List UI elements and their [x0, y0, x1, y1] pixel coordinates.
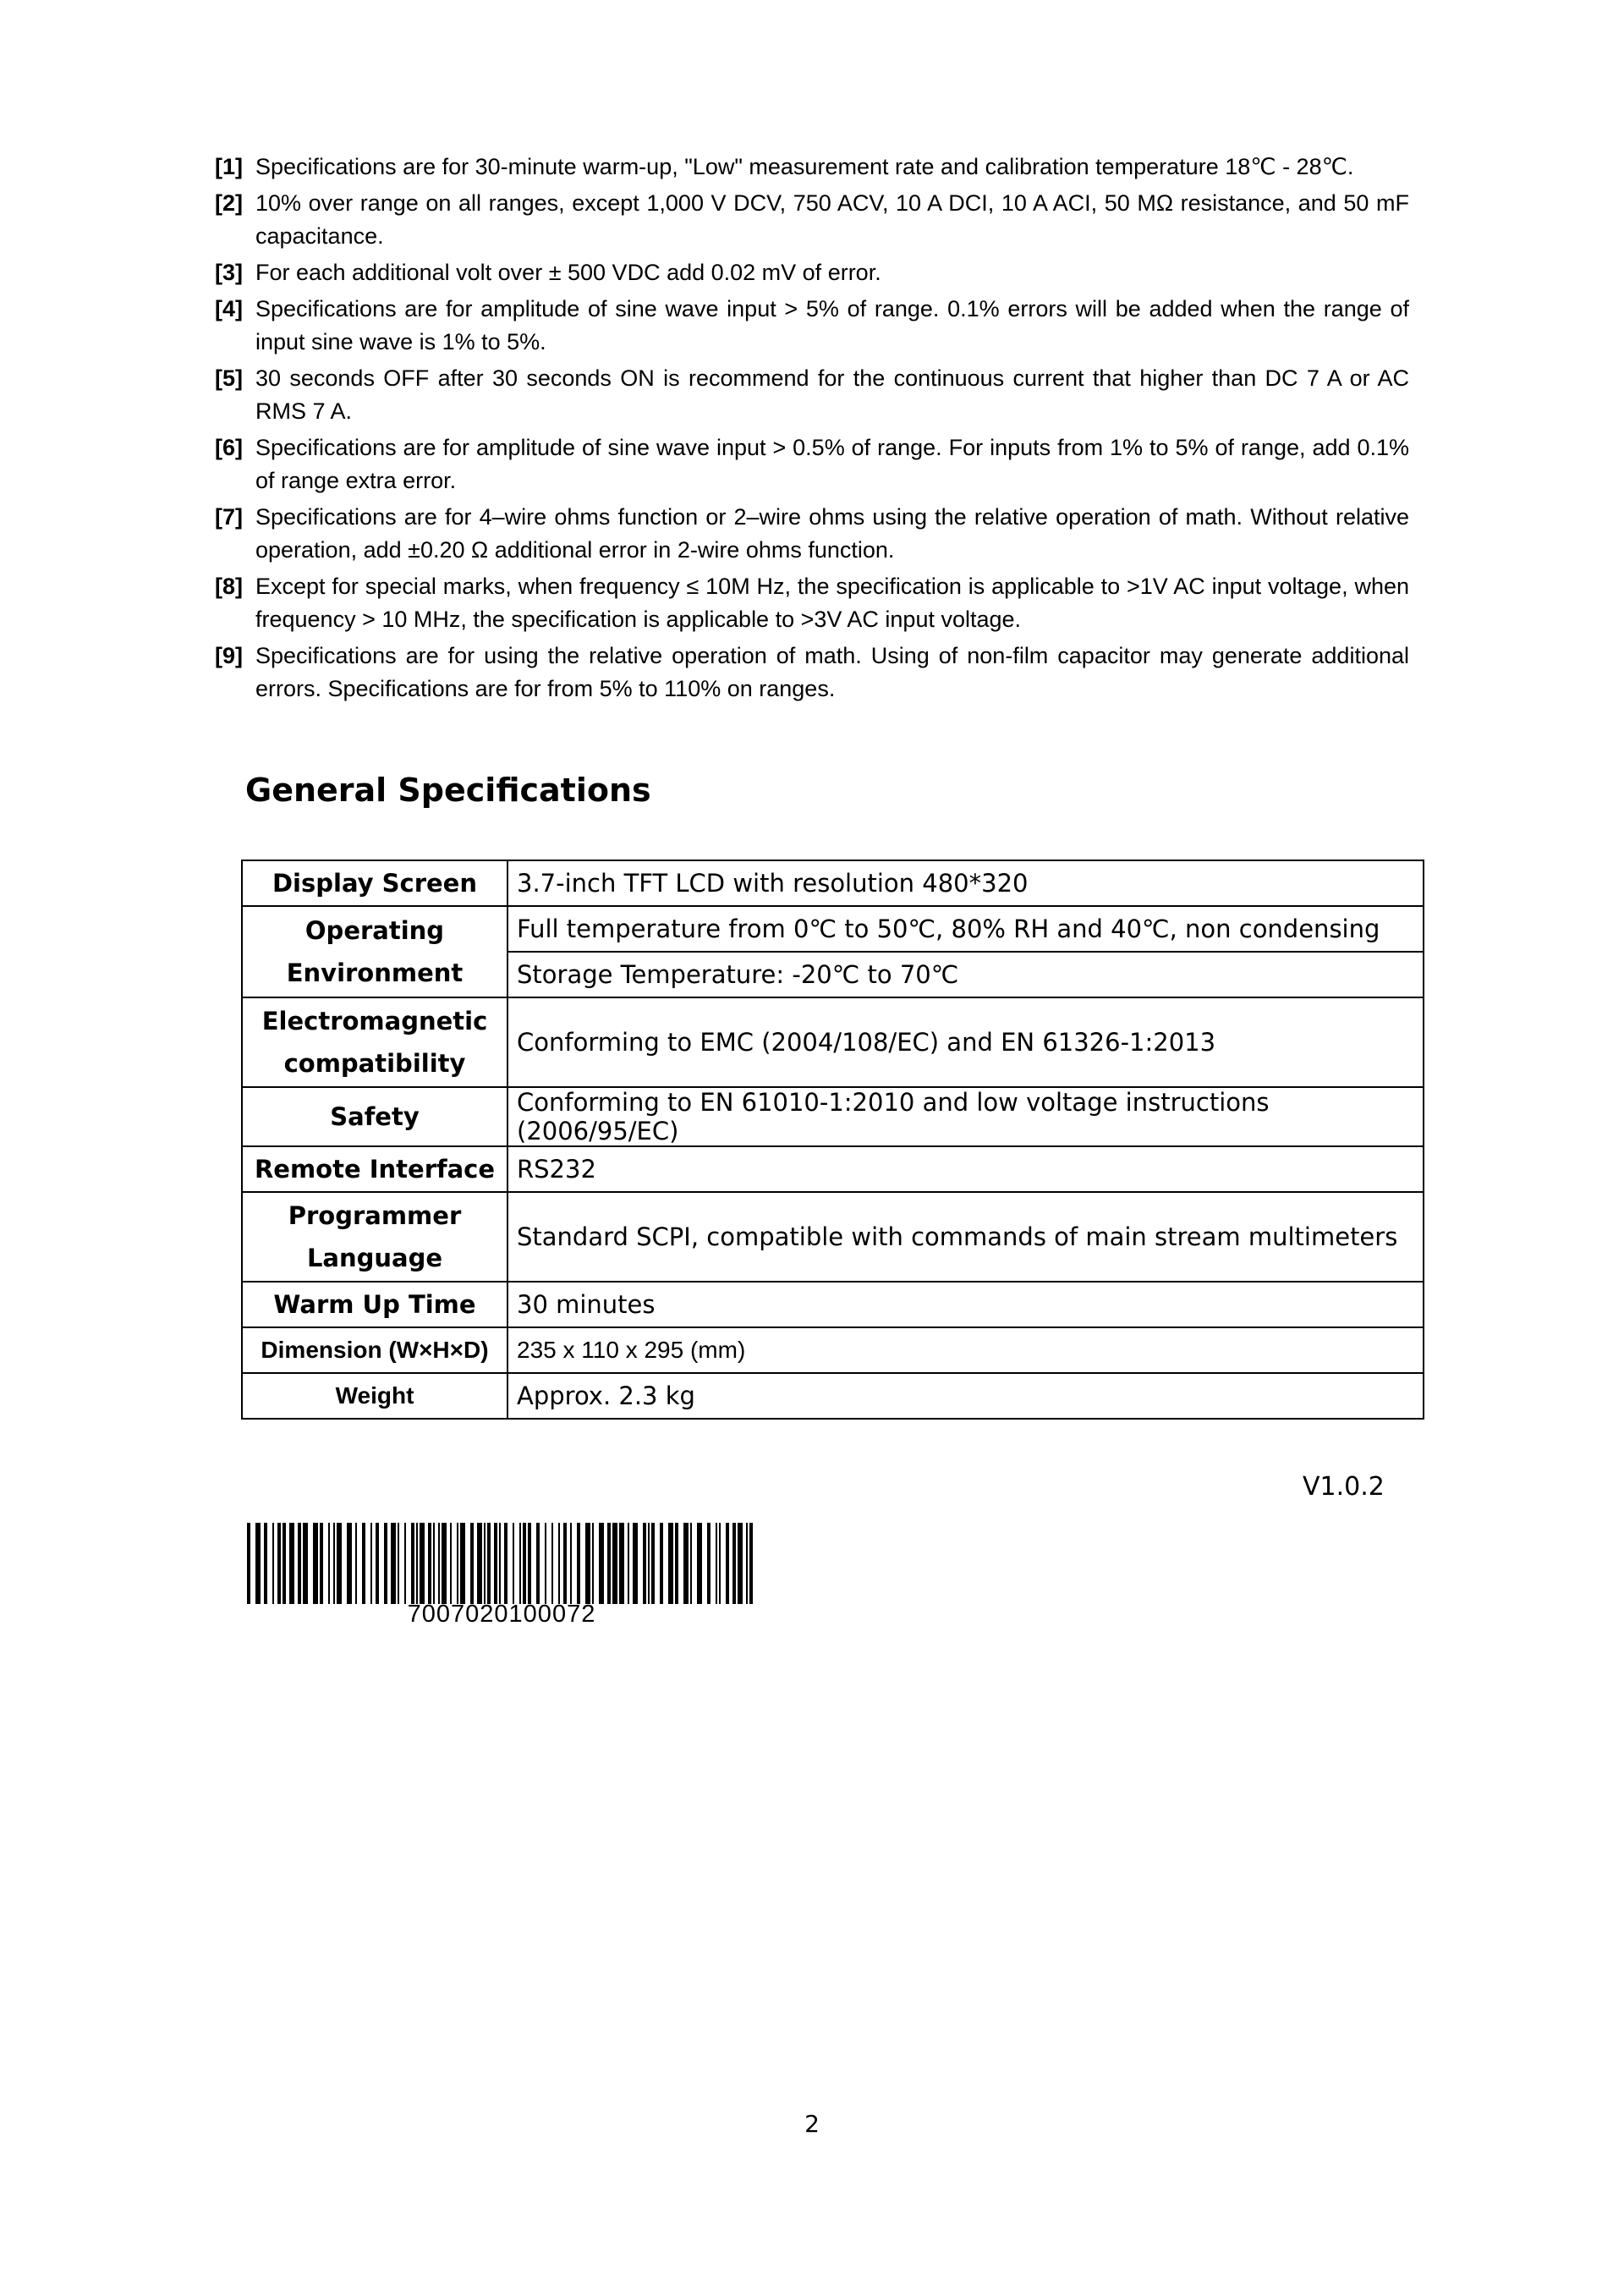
footnote-number: [4] — [215, 296, 243, 321]
footnote-4 — [215, 293, 1409, 359]
barcode-bar — [298, 1523, 301, 1604]
footnote-2 — [215, 187, 1409, 253]
barcode-bar — [683, 1523, 689, 1604]
barcode-bar — [347, 1523, 352, 1604]
barcode-bar — [577, 1523, 580, 1604]
table-row — [242, 906, 1424, 952]
barcode-bar — [519, 1523, 521, 1604]
barcode-bar — [370, 1523, 372, 1604]
spec-label: Dimension (W×H×D) — [242, 1327, 508, 1373]
barcode-bar — [333, 1523, 335, 1604]
barcode-bar — [411, 1523, 414, 1604]
barcode-bar — [707, 1523, 710, 1604]
spec-value: Conforming to EN 61010-1:2010 and low voltage instructions (2006/95/EC) — [508, 1087, 1424, 1146]
barcode-bar — [528, 1523, 531, 1604]
footnote-number: [8] — [215, 574, 243, 599]
barcode-bar — [726, 1523, 729, 1604]
barcode — [247, 1523, 756, 1604]
footnote-text: 10% over range on all ranges, except 1,000 V DCV, 750 ACV, 10 A DCI, 10 A ACI, 50 MΩ resistance, and 50 mF capacitance. — [255, 190, 1409, 249]
spec-label: Display Screen — [242, 860, 508, 906]
footnote-number: [3] — [215, 260, 243, 285]
footnote-8 — [215, 570, 1409, 636]
spec-label: Safety — [242, 1087, 508, 1146]
barcode-bar — [499, 1523, 501, 1604]
barcode-bar — [398, 1523, 399, 1604]
barcode-bar — [558, 1523, 560, 1604]
barcode-bar — [433, 1523, 435, 1604]
barcode-bar — [633, 1523, 638, 1604]
footnote-text: Specifications are for amplitude of sine wave input > 0.5% of range. For inputs from 1% to 5% of range, add 0.1% of range extra error. — [255, 435, 1409, 493]
barcode-bar — [643, 1523, 646, 1604]
spec-value: 235 x 110 x 295 (mm) — [508, 1327, 1424, 1373]
barcode-bar — [513, 1523, 514, 1604]
barcode-bar — [477, 1523, 482, 1604]
footnote-text: Specifications are for using the relative operation of math. Using of non-film capacitor may generate additional errors. Specifications are for from 5% to 110% on ranges. — [255, 643, 1409, 701]
barcode-bar — [283, 1523, 286, 1604]
barcode-bar — [732, 1523, 736, 1604]
barcode-bar — [404, 1523, 406, 1604]
barcode-bar — [585, 1523, 590, 1604]
footnote-text: Except for special marks, when frequency ≤ 10M Hz, the specification is applicable to >1V AC input voltage, when frequency > 10 MHz, the specification is applicable to >3V AC input voltage. — [255, 574, 1409, 632]
barcode-bar — [460, 1523, 465, 1604]
footnote-number: [6] — [215, 435, 243, 460]
footnote-text: Specifications are for amplitude of sine wave input > 5% of range. 0.1% errors will be added when the range of input sine wave is 1% to 5%. — [255, 296, 1409, 354]
table-row — [242, 997, 1424, 1087]
barcode-bar — [607, 1523, 611, 1604]
version-label: V1.0.2 — [1303, 1472, 1385, 1502]
barcode-bar — [313, 1523, 318, 1604]
barcode-bar — [536, 1523, 540, 1604]
spec-label: Remote Interface — [242, 1146, 508, 1192]
barcode-bar — [277, 1523, 281, 1604]
footnote-7 — [215, 501, 1409, 567]
barcode-bar — [470, 1523, 474, 1604]
barcode-bar — [738, 1523, 743, 1604]
barcode-bar — [599, 1523, 604, 1604]
spec-value: Conforming to EMC (2004/108/EC) and EN 61326-1:2013 — [508, 997, 1424, 1087]
barcode-bar — [660, 1523, 663, 1604]
barcode-bar — [628, 1523, 629, 1604]
table-row — [242, 1192, 1424, 1282]
barcode-bar — [255, 1523, 261, 1604]
barcode-bar — [697, 1523, 702, 1604]
barcode-bar — [612, 1523, 617, 1604]
footnotes — [215, 151, 1409, 709]
barcode-bar — [523, 1523, 526, 1604]
footnote-text: 30 seconds OFF after 30 seconds ON is recommend for the continuous current that higher than DC 7 A or AC RMS 7 A. — [255, 365, 1409, 424]
spec-value: Storage Temperature: -20℃ to 70℃ — [508, 952, 1424, 997]
barcode-bar — [716, 1523, 717, 1604]
spec-label: Electromagnetic compatibility — [242, 997, 508, 1087]
footnote-5 — [215, 362, 1409, 428]
footnote-number: [1] — [215, 154, 243, 179]
barcode-bar — [746, 1523, 748, 1604]
barcode-bar — [563, 1523, 567, 1604]
barcode-bar — [651, 1523, 655, 1604]
spec-value: Full temperature from 0℃ to 50℃, 80% RH and 40℃, non condensing — [508, 906, 1424, 952]
barcode-bar — [355, 1523, 357, 1604]
spec-label: Operating Environment — [242, 906, 508, 997]
barcode-bar — [272, 1523, 274, 1604]
spec-label: Weight — [242, 1373, 508, 1419]
barcode-bar — [668, 1523, 673, 1604]
spec-value: 3.7-inch TFT LCD with resolution 480*320 — [508, 860, 1424, 906]
barcode-bar — [337, 1523, 342, 1604]
barcode-bar — [264, 1523, 267, 1604]
footnote-text: Specifications are for 4–wire ohms function or 2–wire ohms using the relative operation of math. Without relative operation, add ±0.20 Ω additional error in 2-wire ohms function. — [255, 504, 1409, 563]
barcode-bar — [675, 1523, 678, 1604]
barcode-number: 7007020100072 — [407, 1601, 596, 1628]
barcode-bar — [592, 1523, 594, 1604]
barcode-bar — [487, 1523, 491, 1604]
barcode-bar — [749, 1523, 753, 1604]
barcode-bar — [450, 1523, 452, 1604]
barcode-bar — [289, 1523, 294, 1604]
barcode-bar — [494, 1523, 497, 1604]
barcode-bar — [484, 1523, 486, 1604]
barcode-bar — [545, 1523, 546, 1604]
spec-value: RS232 — [508, 1146, 1424, 1192]
barcode-bar — [391, 1523, 396, 1604]
footnote-text: For each additional volt over ± 500 VDC add 0.02 mV of error. — [255, 260, 881, 285]
spec-label: Warm Up Time — [242, 1282, 508, 1327]
table-row — [242, 860, 1424, 906]
barcode-bar — [376, 1523, 379, 1604]
footnote-number: [5] — [215, 365, 243, 391]
footnote-6 — [215, 431, 1409, 497]
barcode-bar — [320, 1523, 323, 1604]
barcode-bar — [442, 1523, 447, 1604]
spec-value: Approx. 2.3 kg — [508, 1373, 1424, 1419]
barcode-bar — [719, 1523, 721, 1604]
barcode-bar — [648, 1523, 650, 1604]
footnote-1 — [215, 151, 1409, 184]
spec-label: Programmer Language — [242, 1192, 508, 1282]
barcode-bar — [384, 1523, 387, 1604]
barcode-bar — [416, 1523, 418, 1604]
page-number: 2 — [804, 2110, 820, 2138]
footnote-text: Specifications are for 30-minute warm-up, "Low" measurement rate and calibration temperature 18℃ - 28℃. — [255, 154, 1354, 179]
barcode-bar — [303, 1523, 308, 1604]
table-row — [242, 1373, 1424, 1419]
barcode-bar — [551, 1523, 553, 1604]
table-row — [242, 1282, 1424, 1327]
footnote-9 — [215, 640, 1409, 706]
barcode-bar — [690, 1523, 692, 1604]
barcode-bar — [619, 1523, 624, 1604]
spec-value: Standard SCPI, compatible with commands of main stream multimeters — [508, 1192, 1424, 1282]
footnote-number: [2] — [215, 190, 243, 216]
table-row — [242, 1087, 1424, 1146]
barcode-bar — [438, 1523, 440, 1604]
barcode-bar — [570, 1523, 572, 1604]
barcode-bar — [362, 1523, 365, 1604]
barcode-bar — [247, 1523, 250, 1604]
table-row — [242, 1146, 1424, 1192]
general-specifications-table — [241, 860, 1424, 1420]
footnote-number: [9] — [215, 643, 243, 668]
barcode-bar — [457, 1523, 458, 1604]
footnote-3 — [215, 256, 1409, 289]
barcode-bar — [420, 1523, 425, 1604]
table-row — [242, 1327, 1424, 1373]
spec-value: 30 minutes — [508, 1282, 1424, 1327]
barcode-bar — [328, 1523, 330, 1604]
section-title: General Specifications — [245, 772, 651, 809]
footnote-number: [7] — [215, 504, 243, 530]
barcode-bar — [504, 1523, 508, 1604]
barcode-bar — [428, 1523, 431, 1604]
